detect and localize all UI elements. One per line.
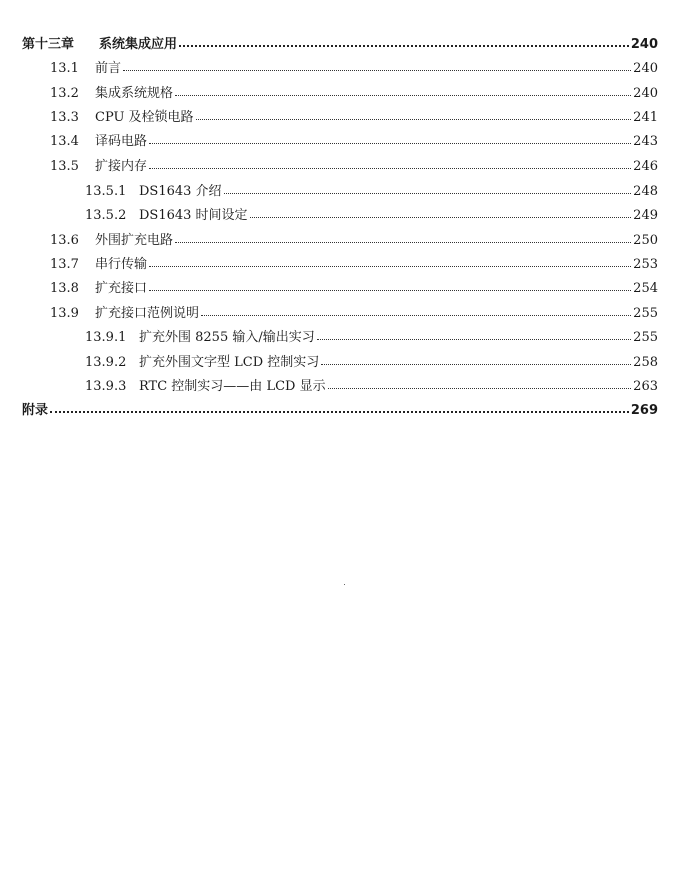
toc-entry-13-9-3[interactable]: [85, 375, 658, 395]
dot-leader: [321, 364, 631, 365]
toc-entry-page: 250: [633, 233, 658, 248]
toc-entry-number: 13.9.2: [85, 355, 127, 370]
toc-entry-title: 扩充外围文字型 LCD 控制实习: [139, 355, 320, 370]
toc-entry-number: 第十三章: [22, 37, 75, 52]
toc-entry-page: 240: [630, 37, 658, 52]
toc-entry-number: 13.4: [50, 134, 79, 149]
dot-leader: [149, 290, 631, 291]
toc-entry-title: 系统集成应用: [99, 37, 178, 52]
toc-entry-title: 扩充接口: [95, 281, 148, 296]
toc-entry-title: 扩接内存: [95, 159, 148, 174]
toc-entry-13-5-1[interactable]: [85, 180, 658, 200]
dot-leader: [175, 95, 631, 96]
toc-entry-page: 254: [633, 281, 658, 296]
toc-entry-number: 13.9.3: [85, 379, 127, 394]
toc-entry-page: 269: [630, 403, 658, 418]
toc-entry-number: 13.3: [50, 110, 79, 125]
toc-entry-page: 240: [633, 86, 658, 101]
toc-entry-number: 13.8: [50, 281, 79, 296]
toc-entry-page: 255: [633, 306, 658, 321]
toc-entry-number: 13.1: [50, 61, 79, 76]
toc-entry-title: 译码电路: [95, 134, 148, 149]
toc-entry-page: 240: [633, 61, 658, 76]
dot-leader: [250, 217, 632, 218]
toc-entry-title: CPU 及栓锁电路: [95, 110, 194, 125]
toc-entry-title: 串行传输: [95, 257, 148, 272]
toc-entry-13-6[interactable]: [50, 229, 658, 249]
toc-entry-13-4[interactable]: [50, 130, 658, 150]
dot-leader: [50, 411, 629, 413]
toc-entry-13-8[interactable]: [50, 277, 658, 297]
toc-entry-title: DS1643 时间设定: [139, 208, 248, 223]
toc-entry-13-2[interactable]: [50, 82, 658, 102]
toc-entry-chapter-13[interactable]: [22, 33, 658, 53]
toc-entry-13-3[interactable]: [50, 106, 658, 126]
dot-leader: [317, 339, 631, 340]
toc-entry-page: 241: [633, 110, 658, 125]
toc-entry-13-5[interactable]: [50, 155, 658, 175]
toc-entry-page: 253: [633, 257, 658, 272]
dot-leader: [149, 143, 631, 144]
toc-entry-13-9-1[interactable]: [85, 326, 658, 346]
toc-entry-number: 13.2: [50, 86, 79, 101]
scan-speck: [344, 584, 345, 585]
toc-entry-title: 前言: [95, 61, 122, 76]
dot-leader: [149, 266, 631, 267]
dot-leader: [149, 168, 631, 169]
toc-entry-page: 246: [633, 159, 658, 174]
dot-leader: [328, 388, 632, 389]
toc-entry-title: RTC 控制实习——由 LCD 显示: [139, 379, 326, 394]
toc-entry-number: 13.5.1: [85, 184, 127, 199]
toc-entry-13-1[interactable]: [50, 57, 658, 77]
toc-entry-page: 263: [633, 379, 658, 394]
toc-entry-title: 扩充接口范例说明: [95, 306, 200, 321]
toc-entry-number: 13.5.2: [85, 208, 127, 223]
dot-leader: [179, 45, 629, 47]
toc-entry-number: 13.5: [50, 159, 79, 174]
toc-entry-title: 外围扩充电路: [95, 233, 174, 248]
dot-leader: [196, 119, 632, 120]
dot-leader: [175, 242, 631, 243]
toc-entry-title: 集成系统规格: [95, 86, 174, 101]
toc-entry-number: 13.6: [50, 233, 79, 248]
toc-entry-13-9-2[interactable]: [85, 351, 658, 371]
dot-leader: [123, 70, 631, 71]
toc-entry-number: 13.7: [50, 257, 79, 272]
toc-entry-appendix[interactable]: [22, 399, 658, 419]
toc-entry-13-7[interactable]: [50, 253, 658, 273]
toc-entry-page: 258: [633, 355, 658, 370]
toc-entry-title: 附录: [22, 403, 49, 418]
toc-entry-13-5-2[interactable]: [85, 204, 658, 224]
dot-leader: [201, 315, 631, 316]
toc-entry-title: 扩充外围 8255 输入/输出实习: [139, 330, 315, 345]
toc-entry-title: DS1643 介绍: [139, 184, 222, 199]
dot-leader: [224, 193, 632, 194]
toc-entry-page: 248: [633, 184, 658, 199]
toc-entry-page: 249: [633, 208, 658, 223]
toc-entry-13-9[interactable]: [50, 302, 658, 322]
toc-entry-number: 13.9.1: [85, 330, 127, 345]
toc-entry-page: 255: [633, 330, 658, 345]
toc-entry-page: 243: [633, 134, 658, 149]
toc-entry-number: 13.9: [50, 306, 79, 321]
